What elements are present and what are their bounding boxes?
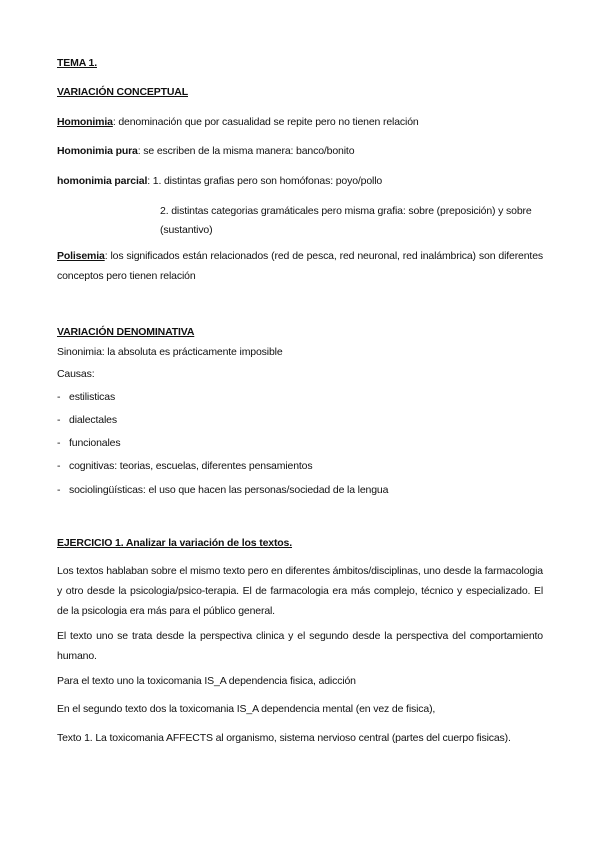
definition-homonimia-parcial: [57, 175, 382, 188]
definition-polisemia: [57, 246, 543, 286]
list-item: - cognitivas: teorias, escuelas, diferentes pensamientos: [57, 460, 313, 472]
exercise-paragraph-5: Texto 1. La toxicomania AFFECTS al organismo, sistema nervioso central (partes del cuerpo fisicas).: [57, 732, 511, 744]
definition-homonimia: [57, 116, 419, 129]
homonimia-parcial-item-2: 2. distintas categorias gramáticales pero misma grafia: sobre (preposición) y sobre (sustantivo): [160, 205, 532, 236]
exercise-paragraph-2: El texto uno se trata desde la perspectiva clinica y el segundo desde la perspectiva del comportamiento humano.: [57, 630, 543, 662]
list-item: - estilisticas: [57, 391, 116, 403]
section-heading-conceptual: VARIACIÓN CONCEPTUAL: [57, 86, 188, 98]
dash-bullet: -: [57, 414, 61, 426]
sinonimia-line: Sinonimia: la absoluta es prácticamente imposible: [57, 346, 283, 358]
section-heading-denominativa: VARIACIÓN DENOMINATIVA: [57, 326, 195, 338]
dash-bullet: -: [57, 484, 61, 496]
term-polisemia: Polisemia: [57, 250, 105, 262]
list-item: - dialectales: [57, 414, 117, 426]
text-homonimia-parcial: : 1. distintas grafias pero son homófonas: poyo/pollo: [147, 175, 383, 187]
list-item: - sociolingüísticas: el uso que hacen las personas/sociedad de la lengua: [57, 484, 389, 496]
term-homonimia: Homonimia: [57, 116, 113, 128]
text-homonimia-pura: : se escriben de la misma manera: banco/bonito: [137, 145, 355, 157]
causas-label: Causas:: [57, 368, 95, 380]
exercise-paragraph-4: En el segundo texto dos la toxicomania IS_A dependencia mental (en vez de fisica),: [57, 703, 436, 715]
exercise-paragraph-3: Para el texto uno la toxicomania IS_A dependencia fisica, adicción: [57, 675, 356, 687]
topic-title: TEMA 1.: [57, 57, 97, 69]
text-polisemia: : los significados están relacionados (red de pesca, red neuronal, red inalámbrica) son diferentes conceptos pero tienen relación: [57, 250, 543, 282]
list-item: - funcionales: [57, 437, 121, 449]
dash-bullet: -: [57, 437, 61, 449]
dash-bullet: -: [57, 391, 61, 403]
dash-bullet: -: [57, 460, 61, 472]
exercise-heading: EJERCICIO 1. Analizar la variación de los textos.: [57, 537, 293, 549]
term-homonimia-pura: Homonimia pura: [57, 145, 138, 157]
text-homonimia: : denominación que por casualidad se repite pero no tienen relación: [112, 116, 419, 128]
term-homonimia-parcial: homonimia parcial: [57, 175, 148, 187]
definition-homonimia-pura: [57, 145, 354, 158]
exercise-paragraph-1: Los textos hablaban sobre el mismo texto pero en diferentes ámbitos/disciplinas, uno desde la farmacologia y otro desde la psicologia/psico-terapia. El de farmacologia era más complejo, técnico y especializado. El de la psicologia era más para el público general.: [57, 565, 543, 617]
